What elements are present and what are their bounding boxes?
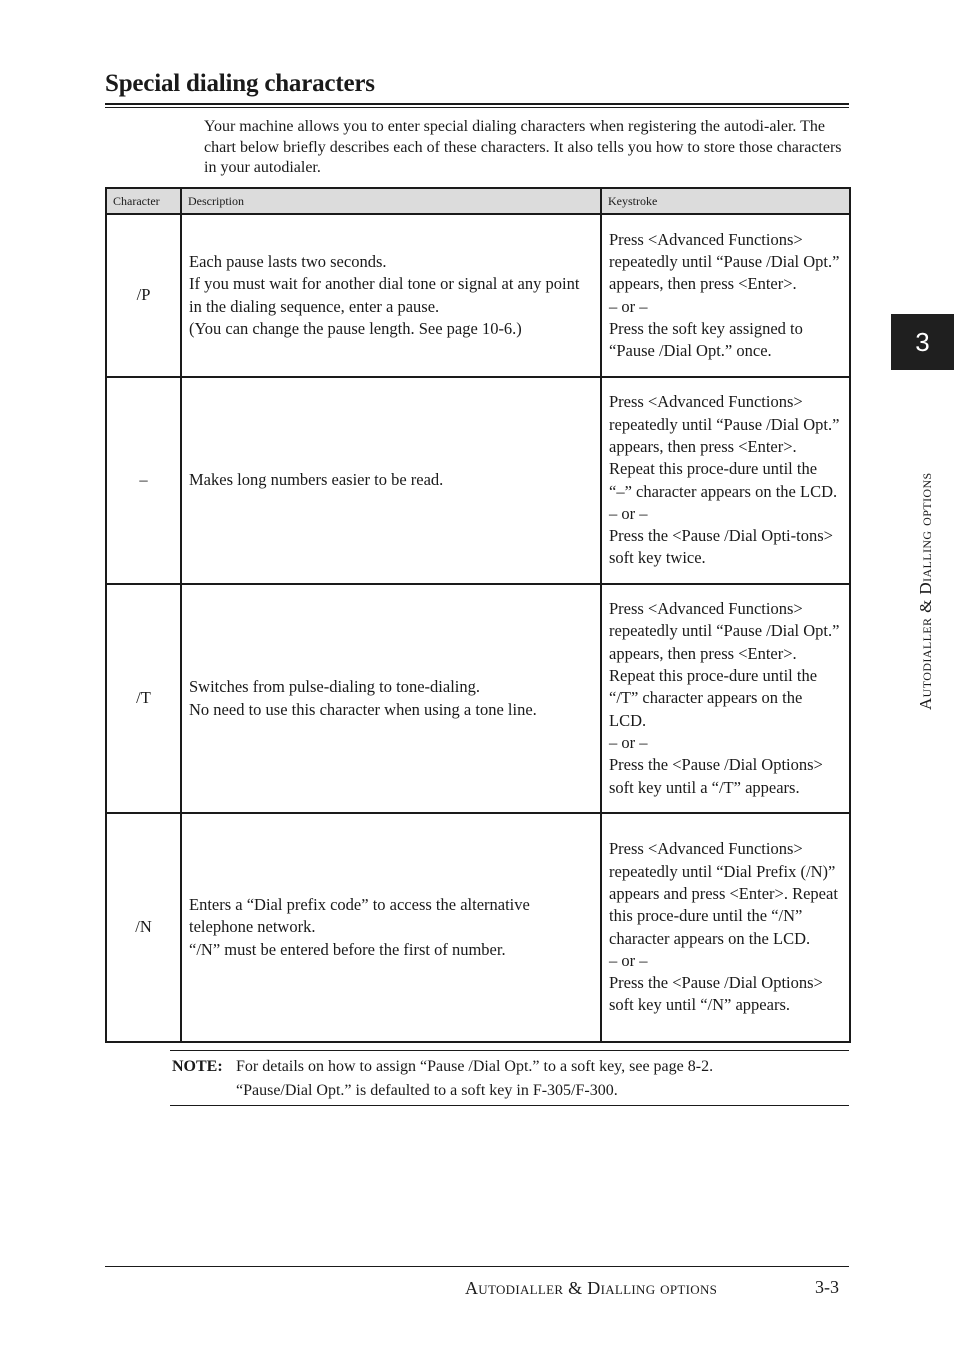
- title-divider: [105, 103, 849, 108]
- note-line: [172, 1055, 842, 1079]
- note-divider-top: [170, 1050, 849, 1051]
- keystroke-line: Press the <Pause /Dial Opti-tons> soft key twice.: [609, 526, 833, 568]
- description-line: (You can change the pause length. See page 10-6.): [189, 318, 522, 338]
- row-keystroke: [601, 813, 850, 1042]
- row-character: –: [106, 377, 181, 584]
- keystroke-line: Press the <Pause /Dial Options> soft key until a “/T” appears.: [609, 755, 823, 797]
- description-line: Each pause lasts two seconds.: [189, 251, 387, 271]
- keystroke-line: Press <Advanced Functions> repeatedly until “Pause /Dial Opt.” appears, then press <Enter>. Repeat this proce-dure until the “–” character appears on the LCD.: [609, 392, 840, 501]
- special-characters-table: [105, 187, 851, 1043]
- description-line: Makes long numbers easier to be read.: [189, 470, 444, 490]
- table-row: [106, 584, 850, 813]
- row-character: /T: [106, 584, 181, 813]
- row-character: /P: [106, 214, 181, 377]
- keystroke-line: Press the <Pause /Dial Options> soft key until “/N” appears.: [609, 973, 823, 1015]
- header-keystroke: Keystroke: [601, 188, 850, 214]
- chapter-tab: 3: [891, 314, 954, 370]
- page-title: Special dialing characters: [105, 70, 375, 97]
- keystroke-line: Press <Advanced Functions> repeatedly until “Pause /Dial Opt.” appears, then press <Enter>.: [609, 229, 840, 294]
- row-description: [181, 377, 601, 584]
- description-line: Switches from pulse-dialing to tone-dialing.: [189, 677, 480, 697]
- header-description: Description: [181, 188, 601, 214]
- description-line: If you must wait for another dial tone or signal at any point in the dialing sequence, enter a pause.: [189, 274, 580, 316]
- header-character: Character: [106, 188, 181, 214]
- footer-divider: [105, 1266, 849, 1267]
- table-row: [106, 813, 850, 1042]
- chapter-side-label: Autodialler & Dialling options: [916, 472, 935, 710]
- row-description: [181, 214, 601, 377]
- row-keystroke: [601, 214, 850, 377]
- description-line: Enters a “Dial prefix code” to access the alternative telephone network.: [189, 895, 530, 937]
- keystroke-line: – or –: [609, 296, 648, 316]
- keystroke-line: Press <Advanced Functions> repeatedly until “Dial Prefix (/N)” appears and press <Enter>. Repeat this proce-dure until the “/N” character appears on the LCD.: [609, 839, 838, 948]
- row-description: [181, 813, 601, 1042]
- table-row: [106, 214, 850, 377]
- row-character: /N: [106, 813, 181, 1042]
- row-keystroke: [601, 377, 850, 584]
- table-header-row: [106, 188, 850, 214]
- table-row: [106, 377, 850, 584]
- description-line: No need to use this character when using a tone line.: [189, 699, 537, 719]
- keystroke-line: – or –: [609, 503, 648, 523]
- description-line: “/N” must be entered before the first of number.: [189, 939, 506, 959]
- note-block: [172, 1055, 842, 1103]
- footer-title: Autodialler & Dialling options: [465, 1278, 718, 1298]
- keystroke-line: Press the soft key assigned to “Pause /Dial Opt.” once.: [609, 318, 803, 361]
- intro-paragraph: Your machine allows you to enter special dialing characters when registering the autodi-aler. The chart below briefly describes each of these characters. It also tells you how to store those characters in your autodialer.: [204, 118, 842, 176]
- note-text-1: For details on how to assign “Pause /Dial Opt.” to a soft key, see page 8-2.: [236, 1058, 714, 1075]
- page-number: 3-3: [815, 1277, 839, 1297]
- note-divider-bottom: [170, 1105, 849, 1106]
- keystroke-line: Press <Advanced Functions> repeatedly until “Pause /Dial Opt.” appears, then press <Enter>. Repeat this proce-dure until the “/T” character appears on the LCD.: [609, 599, 840, 730]
- note-label: NOTE:: [172, 1058, 223, 1075]
- keystroke-line: – or –: [609, 950, 648, 970]
- row-keystroke: [601, 584, 850, 813]
- keystroke-line: – or –: [609, 732, 648, 752]
- note-text-2: “Pause/Dial Opt.” is defaulted to a soft key in F-305/F-300.: [236, 1082, 618, 1099]
- row-description: [181, 584, 601, 813]
